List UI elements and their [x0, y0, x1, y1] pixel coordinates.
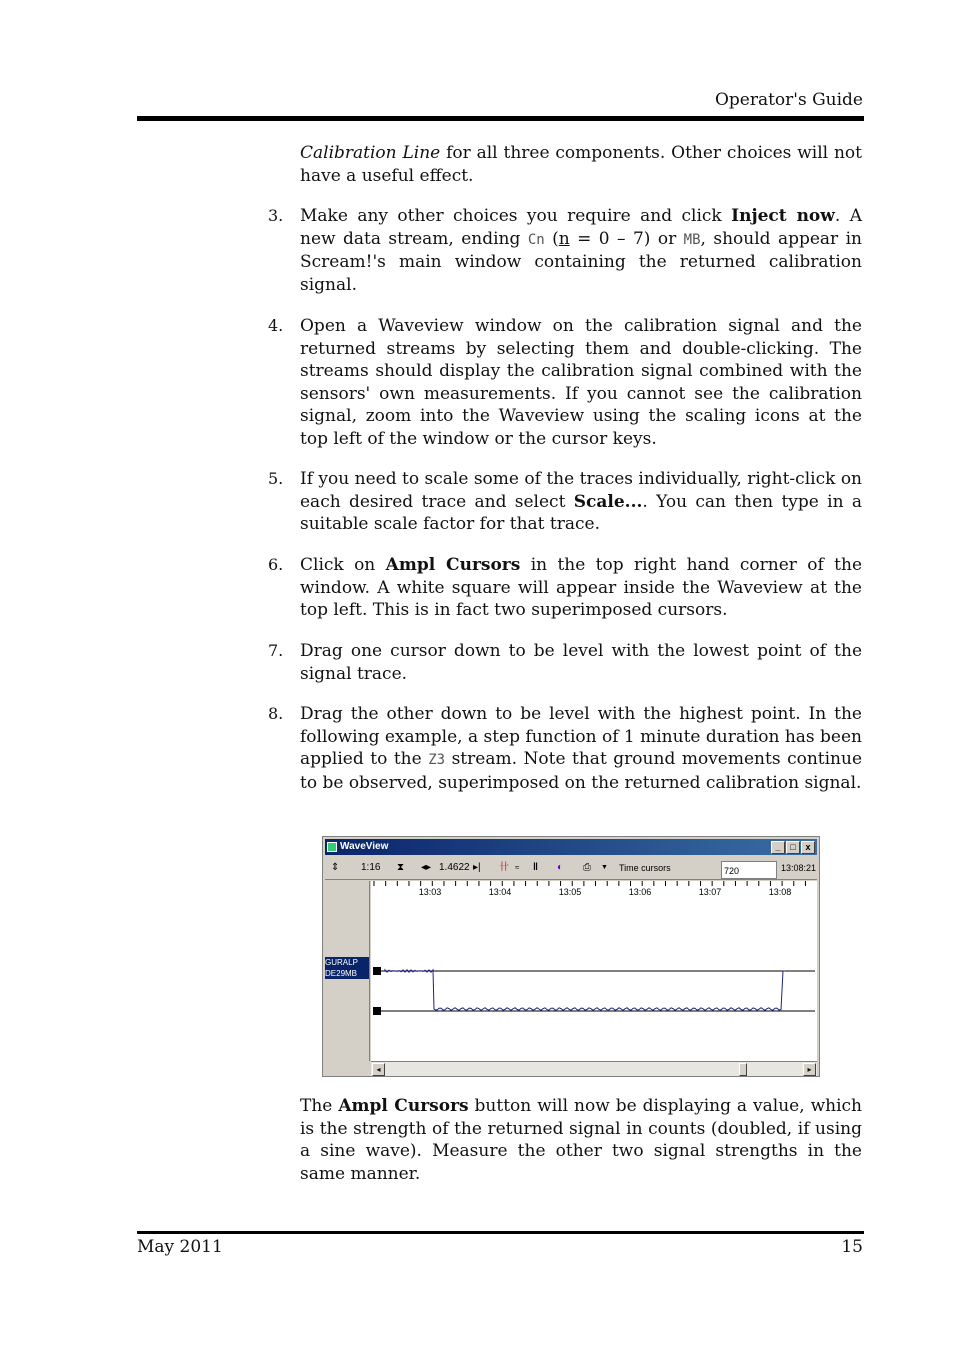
- footer-date: May 2011: [137, 1237, 223, 1257]
- outro-paragraph: [300, 1095, 862, 1185]
- time-axis-labels: [419, 887, 792, 897]
- step-6-number: 6.: [268, 555, 284, 574]
- header-rule: [137, 116, 864, 121]
- ampl-cursors-icon[interactable]: 卄: [499, 862, 509, 873]
- time-tick-label: 13:08: [768, 887, 792, 897]
- step-6-c: in the top right hand corner of the window. A white square will appear inside the Waveview at the top left. This is in fact two superimposed cursors.: [300, 555, 863, 621]
- footer-rule: [137, 1231, 864, 1234]
- step-8-c: stream. Note that ground movements continue to be observed, superimposed on the returned calibration signal.: [300, 749, 863, 793]
- step-5-c: . You can then type in a suitable scale factor for that trace.: [300, 491, 862, 535]
- scroll-thumb[interactable]: [739, 1063, 747, 1076]
- page-number: 15: [841, 1237, 863, 1257]
- step-7-number: 7.: [268, 641, 284, 660]
- wave-filter-icon[interactable]: ≈: [515, 863, 520, 872]
- channel-label-line2: DE29MB: [325, 969, 358, 978]
- step-3-c: . A new data stream, ending: [300, 206, 862, 249]
- waveview-titlebar: [325, 839, 817, 855]
- outro-a: The: [300, 1096, 339, 1116]
- ampl-cursors-label: Ampl Cursors: [385, 555, 521, 575]
- horizontal-scrollbar[interactable]: [371, 1061, 817, 1076]
- step-8-text: [300, 703, 862, 794]
- minimize-button[interactable]: _: [771, 841, 785, 854]
- step-3-a: Make any other choices you require and click: [300, 206, 732, 226]
- waveview-title: WaveView: [340, 841, 389, 852]
- code-mb: MB: [683, 231, 701, 248]
- scroll-left-icon[interactable]: ◂: [372, 1063, 385, 1076]
- lower-cursor-handle[interactable]: [373, 1007, 381, 1015]
- amplitude-zoom-icon[interactable]: ⧗: [397, 862, 405, 873]
- clock-readout: 13:08:21: [781, 863, 817, 873]
- time-axis: [374, 881, 805, 886]
- step-5-text: [300, 468, 862, 536]
- step-3-d: (: [544, 228, 559, 249]
- time-tick-label: 13:07: [698, 887, 722, 897]
- step-4-number: 4.: [268, 316, 284, 335]
- running-header: Operator's Guide: [714, 90, 863, 110]
- time-tick-label: 13:06: [628, 887, 652, 897]
- waveview-toolbar: [325, 857, 817, 880]
- intro-italic: Calibration Line: [300, 143, 441, 163]
- step-3-text: [300, 205, 862, 296]
- step-3-e: = 0 – 7) or: [569, 228, 684, 249]
- calibration-trace: [385, 970, 785, 1011]
- print-dropdown-icon[interactable]: ▼: [601, 864, 608, 871]
- step-3-number: 3.: [268, 206, 284, 225]
- fit-width-icon[interactable]: ▸|: [473, 862, 481, 873]
- pan-arrows-icon[interactable]: ◂▸: [421, 862, 432, 873]
- step-8-number: 8.: [268, 704, 284, 723]
- scroll-right-icon[interactable]: ▸: [803, 1063, 816, 1076]
- inject-now-label: Inject now: [731, 206, 835, 226]
- time-tick-label: 13:03: [418, 887, 442, 897]
- waveview-app-icon: [327, 842, 337, 852]
- step-5-a: If you need to scale some of the traces individually, right-click on each desired trace and select: [300, 469, 862, 512]
- close-button[interactable]: x: [801, 841, 815, 854]
- step-6-text: [300, 554, 862, 622]
- n-variable: n: [558, 228, 570, 249]
- maximize-button[interactable]: □: [786, 841, 800, 854]
- intro-paragraph: [300, 142, 862, 187]
- cursor-mode-label[interactable]: Time cursors: [619, 863, 671, 873]
- intro-rest: for all three components. Other choices will not have a useful effect.: [300, 143, 862, 186]
- print-icon[interactable]: ⎙: [583, 862, 591, 873]
- timescale-value: 1:16: [361, 862, 381, 873]
- scale-label: Scale...: [573, 491, 643, 512]
- step-6-a: Click on: [300, 555, 386, 575]
- waveview-window: [322, 836, 820, 1077]
- timescale-updown-icon[interactable]: ⇕: [331, 862, 340, 873]
- outro-c: button will now be displaying a value, which is the strength of the returned signal in counts (doubled, if using a sine wave). Measure the other two signal strengths in the same manner.: [300, 1096, 862, 1184]
- code-z3: Z3: [428, 752, 446, 769]
- channel-label[interactable]: [325, 957, 369, 979]
- step-7-text: Drag one cursor down to be level with the lowest point of the signal trace.: [300, 641, 862, 684]
- code-cn: [528, 232, 545, 248]
- channel-label-line1: GURALP: [325, 958, 358, 967]
- time-tick-label: 13:04: [488, 887, 512, 897]
- code-cn-text: Cn: [527, 231, 545, 248]
- outro-ampl-cursors: Ampl Cursors: [338, 1096, 469, 1116]
- step-4-text: Open a Waveview window on the calibration signal and the returned streams by selecting them and double-clicking. The streams should display the calibration signal combined with the sensors' own measurements. If you cannot see the calibration signal, zoom into the Waveview using the scaling icons at the top left of the window or the cursor keys.: [300, 316, 862, 449]
- cursor-value-field[interactable]: 720: [721, 861, 777, 879]
- upper-cursor-handle[interactable]: [373, 967, 381, 975]
- step-3-f: , should appear in Scream!'s main window containing the returned calibration signal.: [300, 228, 862, 295]
- spectrum-icon[interactable]: ◐: [557, 862, 564, 873]
- trace-plot[interactable]: [371, 881, 817, 1061]
- pause-icon[interactable]: ‖: [533, 862, 538, 873]
- step-8-a: Drag the other down to be level with the highest point. In the following example, a step function of 1 minute duration has been applied to the: [300, 704, 862, 770]
- time-tick-label: 13:05: [558, 887, 582, 897]
- step-5-number: 5.: [268, 469, 284, 488]
- amplitude-value: 1.4622: [439, 862, 470, 873]
